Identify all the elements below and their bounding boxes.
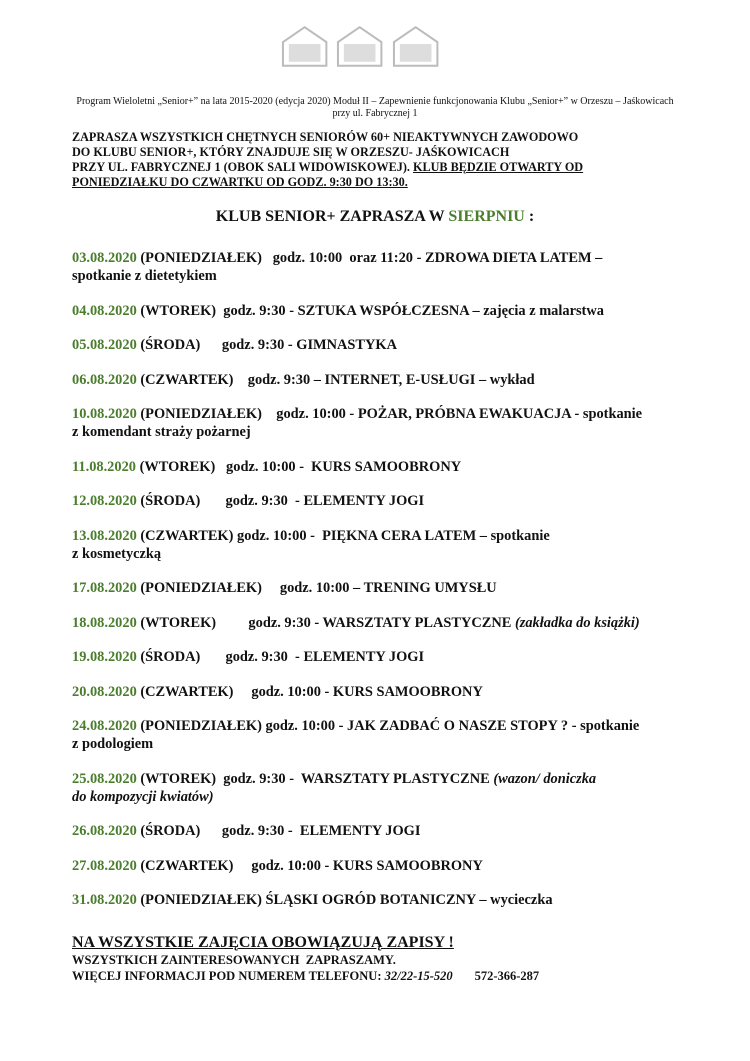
program-line: Program Wieloletni „Senior+” na lata 2015-2020 (edycja 2020) Moduł II – Zapewnienie funkcjonowania Klubu „Senior+” w Orzeszu – Jaśkowicach <box>76 96 674 107</box>
intro-line: DO KLUBU SENIOR+, KTÓRY ZNAJDUJE SIĘ W ORZESZU- JAŚKOWICACH <box>72 145 510 159</box>
event-item <box>72 302 692 320</box>
event-item <box>72 405 692 441</box>
event-item <box>72 891 692 909</box>
event-details: (PONIEDZIAŁEK) godz. 10:00 – TRENING UMYSŁU <box>136 580 497 596</box>
heading-suffix: : <box>524 208 535 225</box>
event-line <box>72 267 692 285</box>
event-details: (CZWARTEK) godz. 10:00 - KURS SAMOOBRONY <box>136 683 483 700</box>
event-line <box>72 822 692 840</box>
event-line <box>72 527 692 545</box>
contact-line <box>72 968 539 984</box>
event-item <box>72 458 692 476</box>
event-item <box>72 614 692 632</box>
event-line <box>72 648 692 666</box>
event-details: (PONIEDZIAŁEK) godz. 10:00 - JAK ZADBAĆ O NASZE STOPY ? - spotkanie <box>136 718 640 734</box>
event-date: 18.08.2020 <box>72 614 137 631</box>
event-date: 04.08.2020 <box>72 302 137 319</box>
event-date: 31.08.2020 <box>72 892 137 908</box>
event-item <box>72 579 692 597</box>
event-item <box>72 336 692 354</box>
event-item <box>72 492 692 510</box>
event-item <box>72 717 692 753</box>
intro-line <box>72 160 583 175</box>
event-date: 12.08.2020 <box>72 493 137 509</box>
invitation-text: WSZYSTKICH ZAINTERESOWANYCH ZAPRASZAMY. <box>72 953 396 967</box>
registration-notice: NA WSZYSTKIE ZAJĘCIA OBOWIĄZUJĄ ZAPISY ! <box>72 934 454 951</box>
event-line <box>72 302 692 320</box>
event-list <box>72 249 692 926</box>
phone-number: 572-366-287 <box>452 969 540 983</box>
opening-hours-text: PONIEDZIAŁKU DO CZWARTKU OD GODZ. 9:30 DO 13:30. <box>72 175 408 189</box>
event-details: spotkanie z dietetykiem <box>72 268 217 284</box>
event-line <box>72 717 692 735</box>
event-date: 13.08.2020 <box>72 527 137 544</box>
heading-prefix: KLUB SENIOR+ ZAPRASZA W <box>215 208 449 225</box>
event-date: 26.08.2020 <box>72 823 137 839</box>
event-details: (WTOREK) godz. 9:30 - WARSZTATY PLASTYCZNE <box>136 614 515 631</box>
event-item <box>72 371 692 389</box>
intro-text-part: PRZY UL. FABRYCZNEJ 1 (OBOK SALI WIDOWISKOWEJ). <box>72 160 413 174</box>
event-date: 03.08.2020 <box>72 250 137 266</box>
logo-house-icon <box>390 24 441 68</box>
event-details: (ŚRODA) godz. 9:30 - ELEMENTY JOGI <box>136 649 425 665</box>
phone-number: 32/22-15-520 <box>384 969 453 983</box>
event-note: (wazon/ doniczka <box>493 770 597 787</box>
event-details: (CZWARTEK) godz. 9:30 – INTERNET, E-USŁUGI – wykład <box>136 371 535 388</box>
event-item <box>72 249 692 285</box>
event-line <box>72 735 692 753</box>
logo-house-icon <box>279 24 330 68</box>
event-line <box>72 770 692 788</box>
footer <box>72 933 539 984</box>
event-date: 05.08.2020 <box>72 337 137 353</box>
event-note: do kompozycji kwiatów) <box>72 788 214 805</box>
event-item <box>72 770 692 806</box>
event-details: (ŚRODA) godz. 9:30 - GIMNASTYKA <box>136 337 397 353</box>
event-line <box>72 371 692 389</box>
senior-plus-logo <box>279 24 441 68</box>
event-details: (PONIEDZIAŁEK) ŚLĄSKI OGRÓD BOTANICZNY – wycieczka <box>136 892 553 908</box>
event-details: (ŚRODA) godz. 9:30 - ELEMENTY JOGI <box>136 823 421 839</box>
event-details: (WTOREK) godz. 9:30 - SZTUKA WSPÓŁCZESNA – zajęcia z malarstwa <box>136 302 604 319</box>
event-line <box>72 458 692 476</box>
contact-label: WIĘCEJ INFORMACJI POD NUMEREM TELEFONU: <box>72 969 385 983</box>
event-details: (ŚRODA) godz. 9:30 - ELEMENTY JOGI <box>136 493 425 509</box>
event-date: 27.08.2020 <box>72 857 137 874</box>
event-details: z podologiem <box>72 736 154 752</box>
event-item <box>72 683 692 701</box>
event-line <box>72 683 692 701</box>
event-item <box>72 527 692 563</box>
event-note: (zakładka do książki) <box>514 614 640 631</box>
program-line: przy ul. Fabrycznej 1 <box>332 108 418 119</box>
event-date: 24.08.2020 <box>72 718 137 734</box>
event-line <box>72 788 692 806</box>
event-item <box>72 822 692 840</box>
event-date: 17.08.2020 <box>72 580 137 596</box>
event-line <box>72 405 692 423</box>
event-line <box>72 545 692 563</box>
event-date: 20.08.2020 <box>72 683 137 700</box>
event-details: z kosmetyczką <box>72 545 162 562</box>
page-heading <box>0 208 750 226</box>
intro-line <box>72 175 583 190</box>
event-date: 11.08.2020 <box>72 458 136 475</box>
event-details: (CZWARTEK) godz. 10:00 - PIĘKNA CERA LATEM – spotkanie <box>136 527 550 544</box>
opening-hours-text: KLUB BĘDZIE OTWARTY OD <box>412 160 584 174</box>
event-date: 19.08.2020 <box>72 649 137 665</box>
event-details: (PONIEDZIAŁEK) godz. 10:00 - POŻAR, PRÓBNA EWAKUACJA - spotkanie <box>136 406 643 422</box>
event-line <box>72 857 692 875</box>
event-date: 10.08.2020 <box>72 406 137 422</box>
event-details: (WTOREK) godz. 10:00 - KURS SAMOOBRONY <box>135 458 462 475</box>
event-details: (WTOREK) godz. 9:30 - WARSZTATY PLASTYCZNE <box>136 770 494 787</box>
event-details: z komendant straży pożarnej <box>72 424 251 440</box>
intro-line: ZAPRASZA WSZYSTKICH CHĘTNYCH SENIORÓW 60+ NIEAKTYWNYCH ZAWODOWO <box>72 130 579 144</box>
event-line <box>72 492 692 510</box>
event-line <box>72 614 692 632</box>
event-item <box>72 648 692 666</box>
event-details: (PONIEDZIAŁEK) godz. 10:00 oraz 11:20 - ZDROWA DIETA LATEM – <box>136 250 603 266</box>
event-line <box>72 423 692 441</box>
heading-month: SIERPNIU <box>448 208 525 225</box>
event-line <box>72 249 692 267</box>
event-line <box>72 891 692 909</box>
event-details: (CZWARTEK) godz. 10:00 - KURS SAMOOBRONY <box>136 857 483 874</box>
event-date: 25.08.2020 <box>72 770 137 787</box>
event-line <box>72 336 692 354</box>
logo-house-icon <box>334 24 385 68</box>
intro-text <box>72 130 583 190</box>
event-date: 06.08.2020 <box>72 371 137 388</box>
program-info <box>60 96 690 120</box>
event-item <box>72 857 692 875</box>
event-line <box>72 579 692 597</box>
